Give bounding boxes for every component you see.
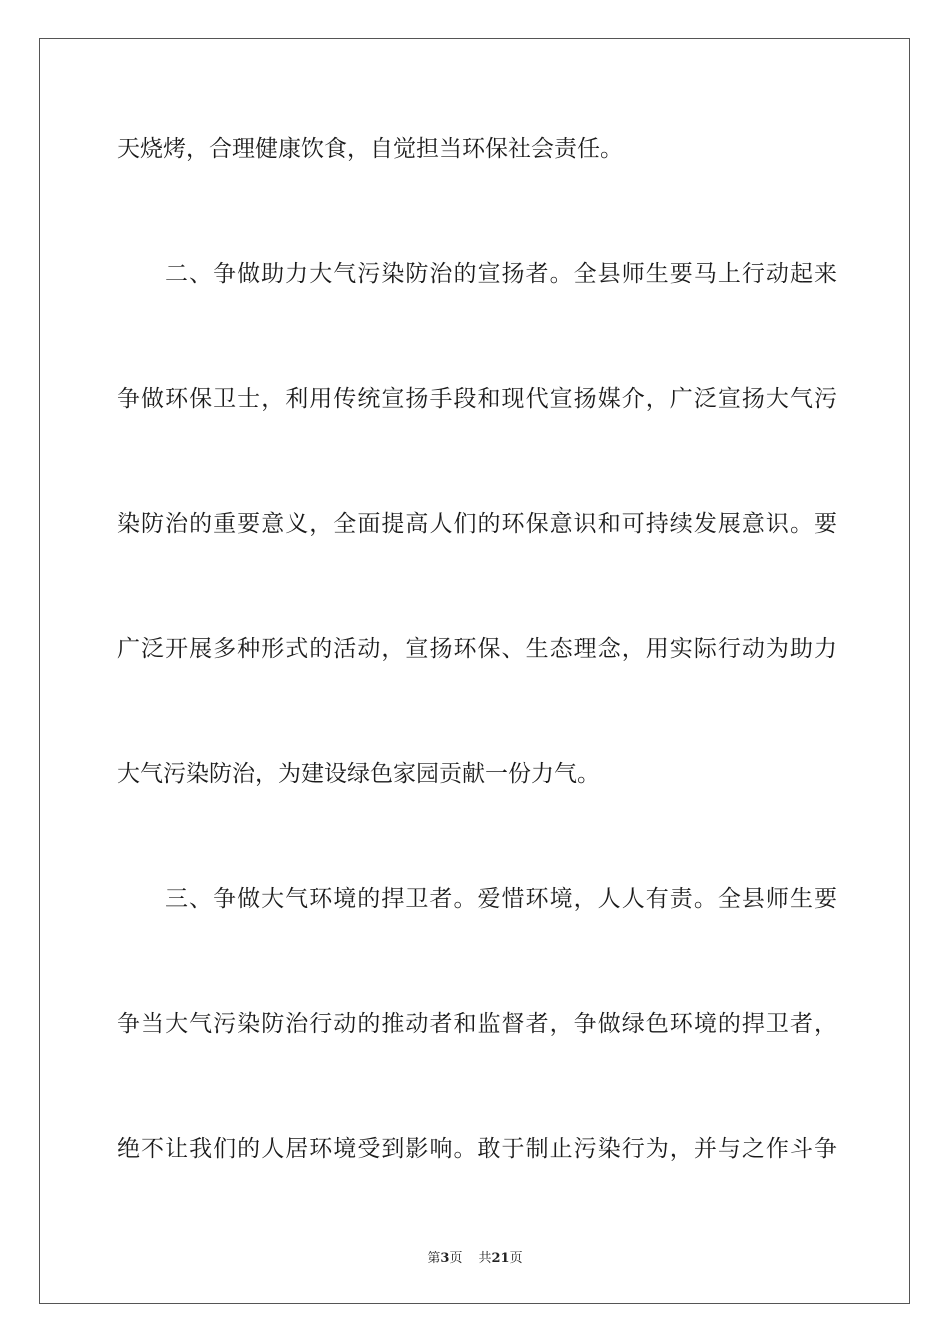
text-line: 三、争做大气环境的捍卫者。爱惜环境，人人有责。全县师生要	[165, 886, 837, 912]
total-pages: 21	[491, 1251, 510, 1266]
total-suffix: 页	[509, 1251, 523, 1266]
page-border	[39, 38, 910, 1304]
text-line: 争当大气污染防治行动的推动者和监督者，争做绿色环境的捍卫者，	[117, 1011, 837, 1037]
page-number: 3	[440, 1251, 450, 1266]
page-suffix: 页	[449, 1251, 463, 1266]
text-line: 争做环保卫士，利用传统宣扬手段和现代宣扬媒介，广泛宣扬大气污	[117, 386, 837, 412]
text-line: 绝不让我们的人居环境受到影响。敢于制止污染行为，并与之作斗争	[117, 1136, 837, 1162]
text-line: 染防治的重要意义，全面提高人们的环保意识和可持续发展意识。要	[117, 511, 837, 537]
text-line: 二、争做助力大气污染防治的宣扬者。全县师生要马上行动起来	[165, 261, 837, 287]
page-prefix: 第	[427, 1251, 441, 1266]
text-line: 天烧烤，合理健康饮食，自觉担当环保社会责任。	[117, 136, 623, 162]
text-line: 广泛开展多种形式的活动，宣扬环保、生态理念，用实际行动为助力	[117, 636, 837, 662]
text-line: 大气污染防治，为建设绿色家园贡献一份力气。	[117, 761, 600, 787]
page-footer	[0, 1247, 950, 1266]
total-prefix: 共	[478, 1251, 492, 1266]
